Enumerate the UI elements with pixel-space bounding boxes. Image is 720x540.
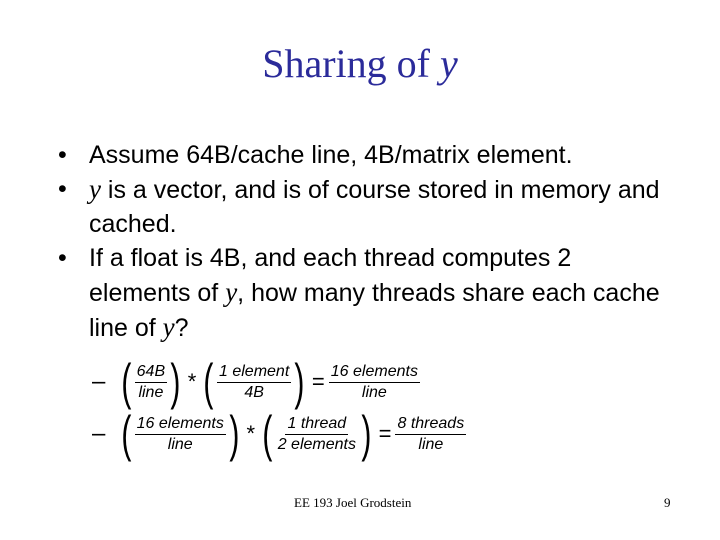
equation-row-2 xyxy=(92,406,466,462)
fraction: $\frac{64B}{\text{line}}$ xyxy=(136,362,166,401)
fraction: $\frac{\text{8 threads}}{\text{line}}$ xyxy=(397,414,465,453)
bullet-item xyxy=(58,138,678,172)
fraction: $\frac{\text{1 element}}{4B}$ xyxy=(219,362,290,401)
sub-bullet-dash: – xyxy=(92,420,106,447)
slide-footer: EE 193 Joel Grodstein xyxy=(294,495,412,510)
bullet-text xyxy=(89,241,678,345)
bullet-text xyxy=(89,172,678,241)
equation: ( $\frac{64B}{\text{line}}$ ) * ( $\frac{\text{1 element}}{4B}$ ) = $\frac{\text{16 elements}}{\text{line}}$ xyxy=(121,354,418,410)
fraction: $\frac{\text{16 elements}}{\text{line}}$ xyxy=(330,362,418,401)
bullet-text-pre: If a float is 4B, and each thread computes 2 elements of xyxy=(89,244,572,307)
slide-title-variable: y xyxy=(440,41,458,86)
sub-bullet-dash: – xyxy=(92,368,106,395)
bullet-dot: • xyxy=(58,244,67,272)
bullet-text: Assume 64B/cache line, 4B/matrix element. xyxy=(89,141,573,169)
fraction: $\frac{\text{16 elements}}{\text{line}}$ xyxy=(136,414,224,453)
bullet-variable: y xyxy=(89,174,101,204)
fraction: $\frac{\text{1 thread}}{\text{2 elements}}$ xyxy=(277,414,356,453)
bullet-dot: • xyxy=(58,141,67,169)
bullet-variable: y xyxy=(162,312,175,342)
equation: ( $\frac{\text{16 elements}}{\text{line}}$ ) * ( $\frac{\text{1 thread}}{\text{2 elements}}$ ) = $\frac{\text{8 threads}}{\text{line}}$ xyxy=(121,406,465,462)
bullet-text-rest: is a vector, and is of course stored in memory and cached. xyxy=(89,176,660,238)
bullet-variable: y xyxy=(225,277,238,307)
bullet-text-end: ? xyxy=(174,314,189,342)
slide-title xyxy=(0,40,720,87)
bullet-list xyxy=(58,138,678,345)
bullet-text-mid: , how many threads share each cache line of xyxy=(89,279,660,342)
slide-title-text: Sharing of xyxy=(262,41,440,86)
equation-row-1 xyxy=(92,354,420,410)
bullet-item xyxy=(58,172,678,241)
page-number: 9 xyxy=(664,495,671,510)
bullet-item xyxy=(58,241,678,345)
bullet-dot: • xyxy=(58,175,67,203)
